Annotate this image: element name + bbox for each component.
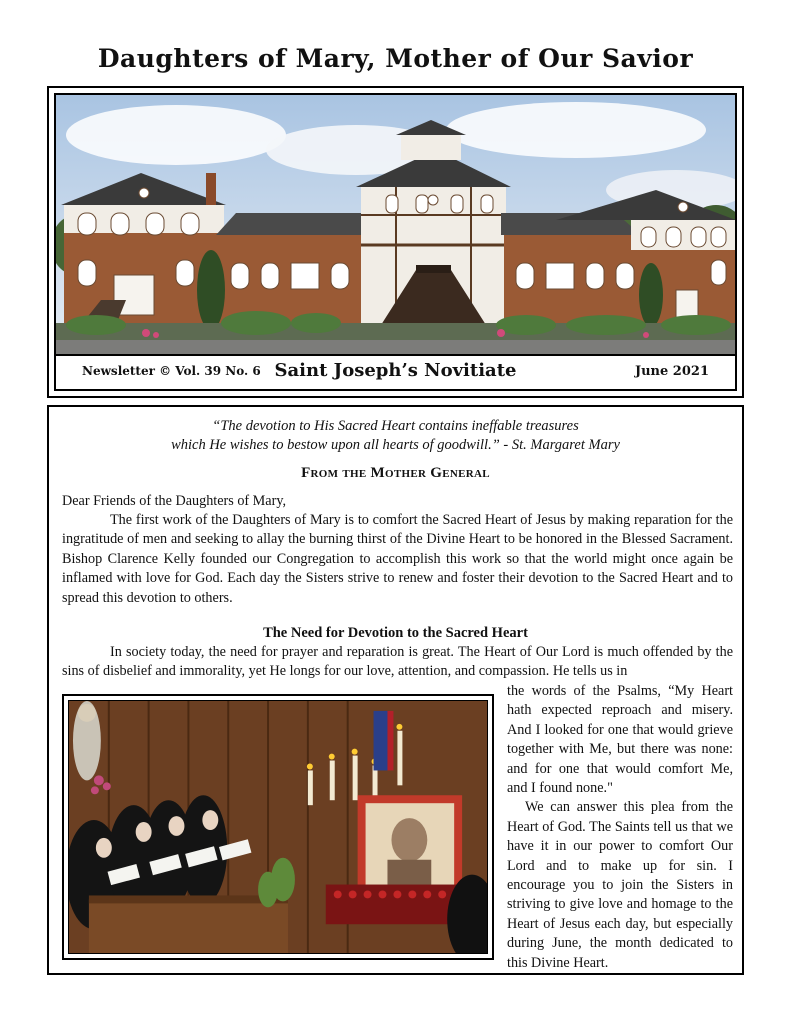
- subheading: The Need for Devotion to the Sacred Heart: [263, 625, 528, 641]
- sisters-photo-frame: [62, 694, 494, 960]
- side-column: [507, 682, 733, 973]
- salutation: Dear Friends of the Daughters of Mary,: [62, 493, 287, 509]
- newsletter-masthead: Daughters of Mary, Mother of Our Savior: [97, 44, 694, 73]
- novitiate-building-photo: [56, 95, 737, 360]
- newsletter-info-bar: [56, 354, 735, 389]
- sisters-photo-inner: [68, 700, 488, 954]
- epigraph-quote: [49, 417, 742, 455]
- volume-label: Newsletter © Vol. 39 No. 6: [82, 364, 261, 378]
- cover-photo-frame: [47, 86, 744, 398]
- article-box: [47, 405, 744, 975]
- paragraph-2: In society today, the need for prayer and reparation is great. The Heart of Our Lord is much offended by the sins of disbelief and immorality, yet He longs for our love, attention, and compassion. He tells us in: [62, 644, 733, 680]
- cover-photo-inner: [54, 93, 737, 391]
- quote-line-1: “The devotion to His Sacred Heart contains ineffable treasures: [212, 418, 579, 434]
- paragraph-1: The first work of the Daughters of Mary is to comfort the Sacred Heart of Jesus by making reparation for the ingratitude of men and seeking to allay the burning thirst of the Divine Heart to be honored in the Blessed Sacrament. Bishop Clarence Kelly founded our Congregation to accomplish this work so that the world might once again be inflamed with love for God. Each day the Sisters strive to renew and foster their devotion to the Sacred Heart and to spread this devotion to others.: [62, 512, 733, 606]
- column-paragraph-1: the words of the Psalms, “My Heart hath expected reproach and misery. And I looked for one that would grieve together with Me, but there was none: and for one that would comfort Me, and I found none.": [507, 683, 733, 797]
- column-paragraph-2: We can answer this plea from the Heart of God. The Saints tell us that we have it in our power to comfort Our Lord and to make up for sin. I encourage you to join the Sisters in striving to give love and homage to the Heart of Jesus each day, but especially during June, the month dedicated to this Divine Heart.: [507, 799, 733, 971]
- issue-date: June 2021: [634, 364, 709, 379]
- section-title: From the Mother General: [301, 465, 490, 481]
- sisters-praying-photo: [69, 701, 487, 953]
- quote-line-2: which He wishes to bestow upon all hearts of goodwill.” - St. Margaret Mary: [171, 437, 620, 453]
- location-label: Saint Joseph’s Novitiate: [274, 360, 517, 381]
